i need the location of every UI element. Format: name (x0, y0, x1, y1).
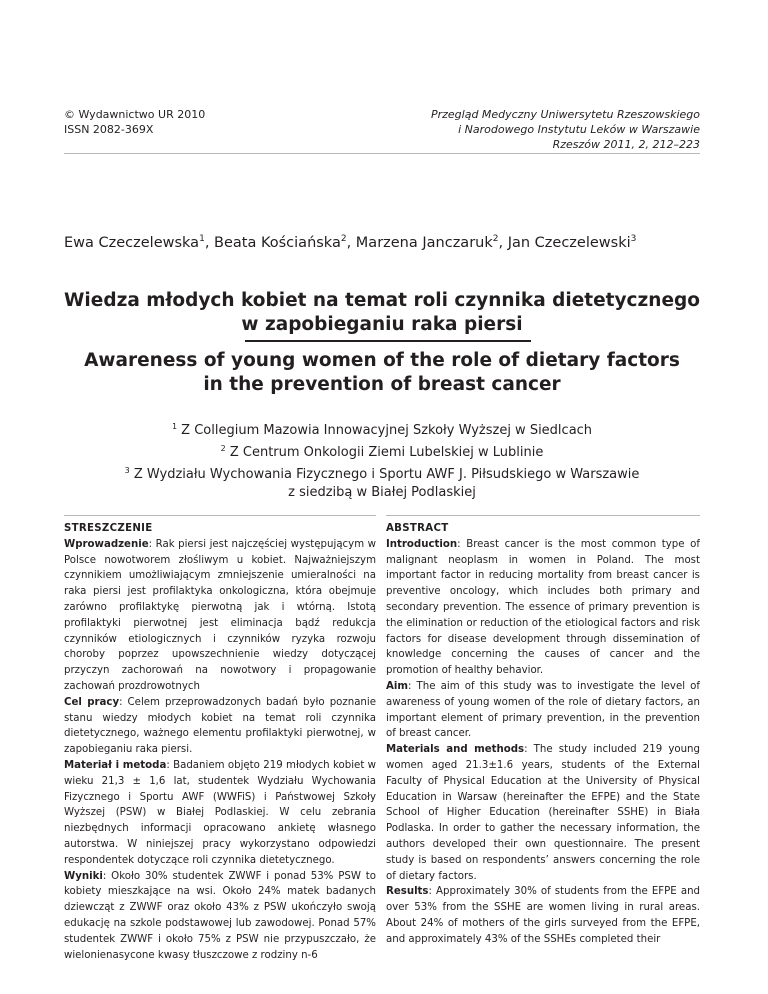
abstract-polish (64, 521, 376, 994)
section-label: Materials and methods (386, 744, 525, 756)
section-text: : Celem przeprowadzonych badań było poznanie stanu wiedzy młodych kobiet na temat roli czynnika dietetycznego, ważnego elementu profilaktyki pierwotnej, w zapobieganiu raka piersi. (64, 696, 376, 756)
section-label: Aim (386, 680, 408, 692)
abstract-english-heading: ABSTRACT (386, 523, 449, 534)
author-separator: , (498, 235, 508, 251)
affiliation-3 (64, 462, 700, 484)
abstract-polish-heading: STRESZCZENIE (64, 523, 153, 534)
author-separator: , (204, 235, 215, 251)
author-name: Marzena Janczaruk (355, 235, 493, 251)
journal-line-3: Rzeszów 2011, 2, 212–223 (552, 138, 700, 151)
section-text: : Rak piersi jest najczęściej występującym w Polsce nowotworem złośliwym u kobiet. Najważniejszym czynnikiem umożliwiającym zmniejszenie umieralności na raka piersi jest profilaktyka onkologiczna, która obejmuje zarówno profilaktykę pierwotną jak i wtórną. Istotą profilaktyki pierwotnej jest eliminacja bądź redukcja czynników etiologicznych i czynników ryzyka rozwoju choroby poprzez upowszechnienie wiedzy dotyczącej przyczyn zachorowań na nowotwory i propagowanie zachowań prozdrowotnych (64, 538, 376, 692)
section-text: : Badaniem objęto 219 młodych kobiet w wieku 21,3 ± 1,6 lat, studentek Wydziału Wychowania Fizycznego i Sportu AWF (WWFiS) i Państwowej Szkoły Wyższej (PSW) w Białej Podlaskiej. W celu zebrania niezbędnych informacji opracowano ankietę własnego autorstwa. W niniejszej pracy wykorzystano odpowiedzi respondentek dotyczące roli czynnika dietetycznego. (64, 759, 376, 866)
author-name: Ewa Czeczelewska (64, 235, 200, 251)
affiliation-text: Z Wydziału Wychowania Fizycznego i Sportu AWF J. Piłsudskiego w Warszawie (133, 467, 640, 482)
section-label: Cel pracy (64, 696, 120, 708)
section-label: Introduction (386, 538, 458, 550)
affiliation-number: 3 (124, 466, 130, 475)
affiliation-1 (64, 418, 700, 440)
affiliation-text: Z Centrum Onkologii Ziemi Lubelskiej w Lublinie (229, 445, 544, 460)
abstract-pl-aim (64, 695, 376, 758)
author-affiliation-mark: 1 (199, 234, 205, 244)
title-polish (64, 289, 700, 337)
author-affiliation-mark: 2 (340, 234, 347, 244)
abstract-pl-methods (64, 758, 376, 869)
section-label: Wprowadzenie (64, 538, 149, 550)
section-label: Materiał i metoda (64, 759, 167, 771)
abstract-en-divider (386, 515, 700, 516)
publisher-line: © Wydawnictwo UR 2010 (64, 108, 206, 121)
affiliation-text: Z Collegium Mazowia Innowacyjnej Szkoły Wyższej w Siedlcach (181, 423, 593, 438)
abstract-pl-divider (64, 515, 376, 516)
title-polish-line-2: w zapobieganiu raka piersi (241, 314, 523, 335)
affiliations (64, 418, 700, 502)
journal-line-1: Przegląd Medyczny Uniwersytetu Rzeszowskiego (430, 108, 700, 121)
header-divider (64, 153, 700, 154)
title-english (64, 349, 700, 397)
section-text: : The aim of this study was to investigate the level of awareness of young women of the role of dietary factors, an important element of primary prevention, in the prevention of breast cancer. (386, 680, 700, 740)
author-separator: , (346, 235, 356, 251)
author-list (64, 234, 636, 251)
issn-line: ISSN 2082-369X (64, 123, 154, 136)
journal-info (431, 107, 700, 152)
author-affiliation-mark: 3 (630, 234, 637, 244)
section-text: : The study included 219 young women aged 21.3±1.6 years, students of the External Faculty of Physical Education at the University of Physical Education in Warsaw (hereinafter the EFPE) and the State School of Higher Education (hereinafter SSHE) in Biała Podlaska. In order to gather the necessary information, the authors developed their own questionnaire. The present study is based on respondents’ answers concerning the role of dietary factors. (386, 744, 700, 882)
abstract-en-results (386, 884, 700, 947)
section-text: : Breast cancer is the most common type of malignant neoplasm in women in Poland. The most important factor in reducing mortality from breast cancer is preventive oncology, which includes both primary and secondary prevention. The essence of primary prevention is the elimination or reduction of the etiological factors and risk factors for disease development through dissemination of knowledge concerning the causes of cancer and the promotion of healthy behavior. (386, 538, 700, 677)
section-label: Results (386, 886, 429, 898)
title-polish-line-1: Wiedza młodych kobiet na temat roli czynnika dietetycznego (64, 290, 700, 311)
section-text: : Approximately 30% of students from the EFPE and over 53% from the SSHE are women living in rural areas. About 24% of mothers of the girls surveyed from the EFPE, and approximately 43% of the SSHEs completed their (386, 886, 700, 945)
abstract-en-aim (386, 679, 700, 742)
title-english-line-2: in the prevention of breast cancer (203, 374, 561, 395)
author-affiliation-mark: 2 (492, 234, 499, 244)
abstract-pl-results (64, 869, 376, 964)
author-name: Beata Kościańska (214, 235, 341, 251)
affiliation-number: 2 (220, 444, 226, 453)
title-english-line-1: Awareness of young women of the role of dietary factors (84, 350, 680, 371)
publisher-info (64, 107, 205, 137)
abstract-en-introduction (386, 537, 700, 679)
affiliation-3-continued: z siedzibą w Białej Podlaskiej (288, 485, 476, 500)
author-name: Jan Czeczelewski (507, 235, 631, 251)
section-text: : Około 30% studentek ZWWF i ponad 53% PSW to kobiety mieszkające na wsi. Około 24% matek badanych dziewcząt z ZWWF oraz około 43% z PSW ukończyło swoją edukację na szkole podstawowej lub zawodowej. Ponad 57% studentek ZWWF i około 75% z PSW nie przypuszczało, że wielonienasycone kwasy tłuszczowe z rodziny n-6 (64, 870, 376, 961)
title-divider (245, 340, 531, 342)
abstract-pl-introduction (64, 537, 376, 695)
journal-line-2: i Narodowego Instytutu Leków w Warszawie (458, 123, 700, 136)
abstract-en-methods (386, 742, 700, 884)
affiliation-number: 1 (171, 422, 178, 431)
affiliation-2 (64, 440, 700, 462)
section-label: Wyniki (64, 870, 103, 882)
abstract-english (386, 521, 700, 994)
